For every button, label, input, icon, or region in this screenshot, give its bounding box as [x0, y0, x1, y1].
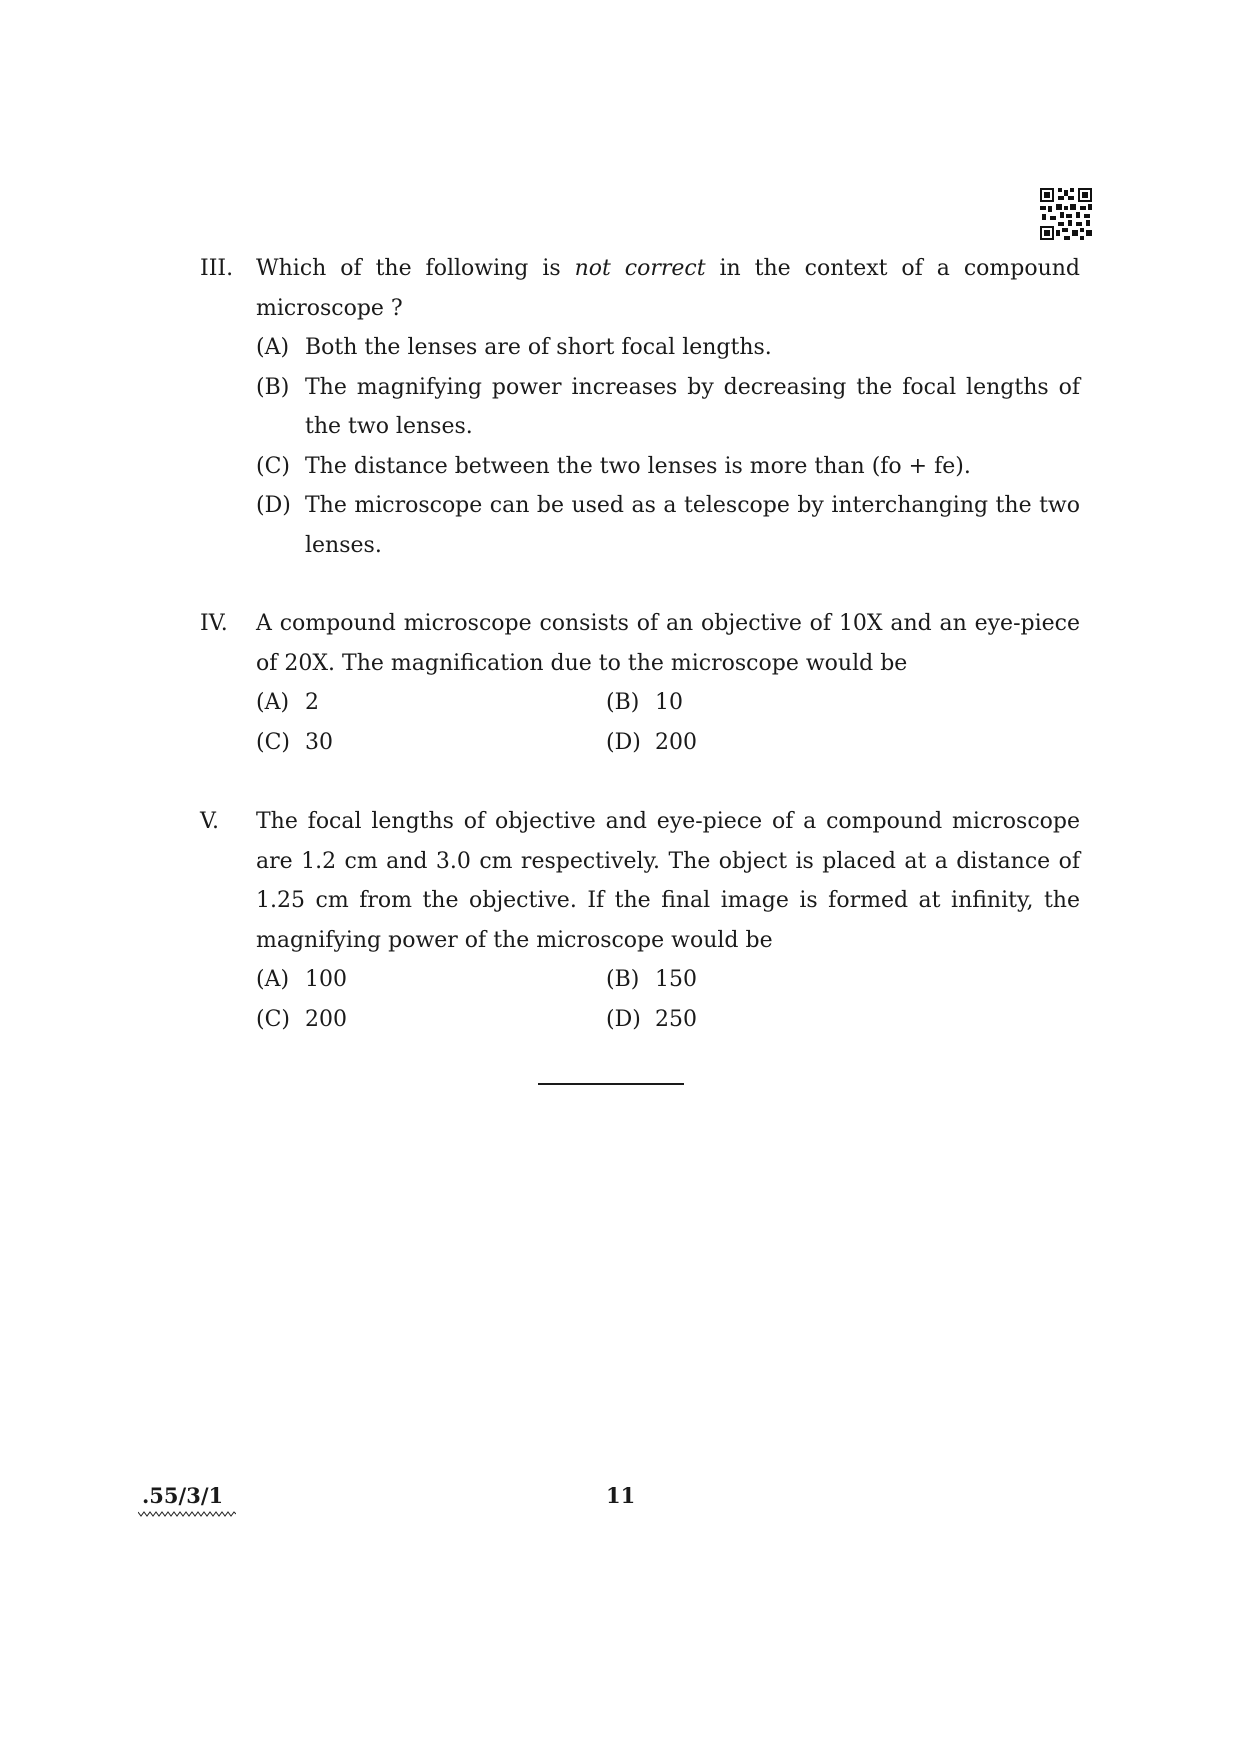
option-c — [256, 723, 606, 763]
question-number: V. — [200, 809, 220, 834]
option-text: 100 — [305, 967, 347, 992]
option-text: The magnifying power increases by decreasing the focal lengths of the two lenses. — [305, 374, 1080, 439]
option-a — [256, 328, 1080, 368]
question-text: The focal lengths of objective and eye-piece of a compound microscope are 1.2 cm and 3.0 cm respectively. The object is placed at a distance of 1.25 cm from the objective. If the final image is formed at infinity, the magnifying power of the microscope would be — [256, 809, 1080, 953]
option-text: 30 — [305, 729, 333, 755]
options-grid — [256, 960, 1080, 1039]
option-text: Both the lenses are of short focal lengths. — [305, 335, 772, 360]
option-text: 2 — [305, 690, 319, 715]
option-text: 200 — [655, 729, 697, 755]
option-d — [256, 486, 1080, 565]
option-label: (C) — [256, 1006, 290, 1032]
question-number: IV. — [200, 611, 228, 636]
page-number: 11 — [606, 1483, 636, 1508]
question-text: Which of the following is not correct in the context of a compound microscope ? — [256, 256, 1080, 321]
option-label: (D) — [256, 493, 291, 518]
option-label: (A) — [256, 690, 290, 715]
option-label: (B) — [256, 374, 290, 400]
option-label: (A) — [256, 335, 290, 360]
option-c — [256, 1000, 606, 1040]
option-label: (A) — [256, 967, 290, 992]
option-b — [256, 368, 1080, 447]
question-3 — [200, 249, 1080, 565]
qr-code-icon — [1040, 188, 1092, 240]
option-d — [606, 1000, 956, 1040]
option-d — [606, 723, 956, 763]
option-text: The distance between the two lenses is more than (fo + fe). — [305, 453, 971, 479]
option-text: 250 — [655, 1006, 697, 1032]
option-a — [256, 960, 606, 1000]
options-grid — [256, 683, 1080, 762]
question-text: A compound microscope consists of an objective of 10X and an eye-piece of 20X. The magnification due to the microscope would be — [256, 611, 1080, 676]
option-text: 200 — [305, 1006, 347, 1032]
option-b — [606, 683, 956, 723]
option-label: (B) — [606, 967, 640, 992]
option-c — [256, 447, 1080, 487]
option-b — [606, 960, 956, 1000]
wavy-underline-icon — [138, 1510, 236, 1518]
option-label: (D) — [606, 1006, 641, 1032]
option-label: (C) — [256, 729, 290, 755]
option-text: The microscope can be used as a telescope by interchanging the two lenses. — [305, 493, 1080, 558]
section-divider — [538, 1083, 684, 1085]
option-text: 10 — [655, 690, 683, 715]
option-text: 150 — [655, 967, 697, 992]
option-label: (B) — [606, 690, 640, 715]
emphasis-text: not correct — [574, 256, 706, 281]
question-number: III. — [200, 256, 234, 281]
option-a — [256, 683, 606, 723]
option-label: (D) — [606, 729, 641, 755]
option-label: (C) — [256, 453, 290, 479]
question-5 — [200, 802, 1080, 1039]
question-4 — [200, 604, 1080, 762]
paper-code: .55/3/1 — [142, 1483, 224, 1508]
